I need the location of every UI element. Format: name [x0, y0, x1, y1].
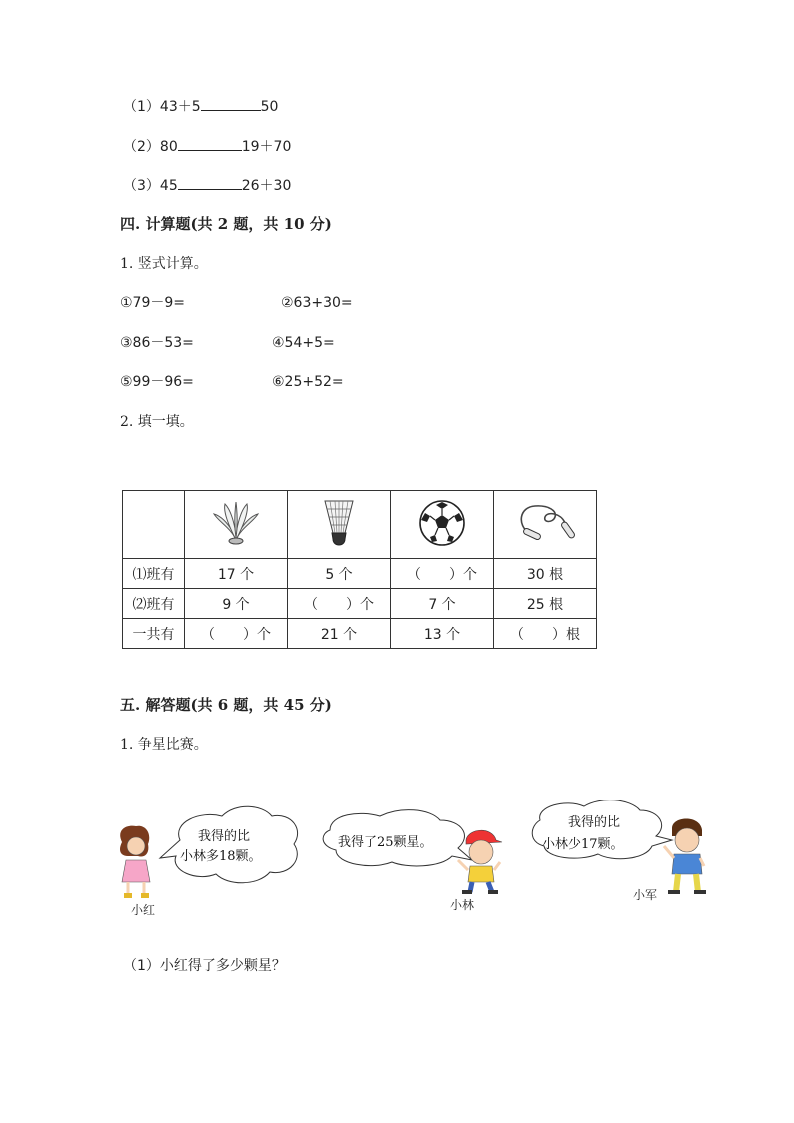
bubble-xiaolin-line1: 我得了25颗星。: [338, 835, 433, 850]
soccer-ball-icon: [418, 499, 466, 547]
table-row: ⑴班有 17 个 5 个 （ ）个 30 根: [123, 559, 597, 589]
table-icon-cell: [494, 491, 597, 559]
calc-item-6: ⑥25+52=: [272, 374, 344, 390]
table-icon-cell: [288, 491, 391, 559]
section5-q1-title: 1. 争星比赛。: [120, 737, 208, 753]
name-xiaohong: 小红: [131, 903, 156, 917]
section5-heading: 五. 解答题(共 6 题，共 45 分): [120, 696, 332, 714]
name-xiaojun: 小军: [633, 888, 658, 902]
table-row: 一共有 （ ）个 21 个 13 个 （ ）根: [123, 619, 597, 649]
table-icon-cell: [185, 491, 288, 559]
star-contest-illustration: [0, 800, 794, 920]
calc-item-5: ⑤99－96=: [120, 374, 194, 390]
speech-bubble: [160, 806, 298, 883]
count-table: [122, 490, 597, 649]
section4-q1-title: 1. 竖式计算。: [120, 256, 208, 272]
bubble-xiaojun-line1: 我得的比: [568, 815, 621, 830]
compare-q1: （1）43＋5 50: [123, 99, 279, 115]
bubble-xiaohong-line2: 小林多18颗。: [180, 849, 262, 864]
girl-xiaohong-figure: [120, 826, 150, 898]
answer-blank[interactable]: [201, 97, 261, 111]
name-xiaolin: 小林: [450, 898, 475, 912]
jump-rope-icon: [515, 501, 575, 545]
table-corner-cell: [123, 491, 185, 559]
section4-q2-title: 2. 填一填。: [120, 414, 194, 430]
section4-heading: 四. 计算题(共 2 题，共 10 分): [120, 215, 332, 233]
answer-blank[interactable]: [178, 137, 242, 151]
badminton-shuttlecock-icon: [321, 497, 357, 549]
table-header-row: [123, 491, 597, 559]
bubble-xiaojun-line2: 小林少17颗。: [542, 837, 624, 852]
calc-item-2: ②63+30=: [281, 295, 353, 311]
calc-item-3: ③86－53=: [120, 335, 194, 351]
compare-q3: （3）45 26＋30: [123, 178, 292, 194]
calc-item-4: ④54+5=: [272, 335, 335, 351]
table-icon-cell: [391, 491, 494, 559]
boy-xiaojun-figure: [664, 819, 706, 895]
bubble-xiaohong-line1: 我得的比: [198, 829, 251, 844]
calc-item-1: ①79－9=: [120, 295, 186, 311]
table-row: ⑵班有 9 个 （ ）个 7 个 25 根: [123, 589, 597, 619]
answer-blank[interactable]: [178, 176, 242, 190]
sub-question-1: （1）小红得了多少颗星？: [123, 958, 286, 974]
boy-xiaolin-figure: [458, 830, 502, 894]
shuttlecock-toy-icon: [211, 500, 261, 546]
compare-q2: （2）80 19＋70: [123, 139, 292, 155]
